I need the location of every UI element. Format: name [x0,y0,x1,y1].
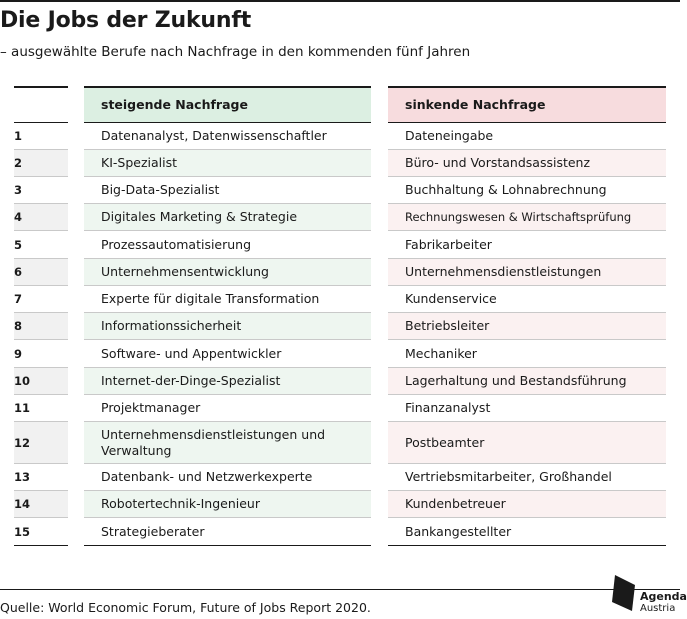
falling-job: Bankangestellter [388,518,666,546]
table-row [0,286,680,313]
falling-job: Lagerhaltung und Bestandsführung [388,368,666,395]
falling-job: Buchhaltung & Lohnabrechnung [388,177,666,204]
rising-job: Unternehmensentwicklung [84,259,371,286]
rising-job: Strategieberater [84,518,371,546]
table-row [0,340,680,368]
top-rule [0,0,680,2]
table-row [0,491,680,518]
table-row [0,177,680,204]
rank-number: 11 [14,395,68,422]
falling-job: Unternehmensdienstleistungen [388,259,666,286]
table-row [0,259,680,286]
rank-number: 4 [14,204,68,231]
falling-job: Finanzanalyst [388,395,666,422]
table-row [0,231,680,259]
bottom-rule [0,589,680,590]
rising-job: Experte für digitale Transformation [84,286,371,313]
falling-job: Kundenservice [388,286,666,313]
rank-number: 1 [14,123,68,150]
rising-job: Prozessautomatisierung [84,231,371,259]
rising-job: Software- und Appentwickler [84,340,371,368]
rank-number: 8 [14,313,68,340]
page-subtitle: – ausgewählte Berufe nach Nachfrage in den kommenden fünf Jahren [0,44,471,60]
rank-number: 14 [14,491,68,518]
falling-job: Rechnungswesen & Wirtschaftsprüfung [388,204,666,231]
rising-job: Big-Data-Spezialist [84,177,371,204]
falling-job: Mechaniker [388,340,666,368]
table-row [0,313,680,340]
falling-column-header: sinkende Nachfrage [388,88,666,122]
table-row [0,395,680,422]
rising-job: Internet-der-Dinge-Spezialist [84,368,371,395]
logo-text-austria: Austria [640,603,676,614]
rank-number: 7 [14,286,68,313]
page-title: Die Jobs der Zukunft [0,8,252,33]
rank-number: 2 [14,150,68,177]
table-row [0,204,680,231]
rising-job: Projektmanager [84,395,371,422]
falling-job: Büro- und Vorstandsassistenz [388,150,666,177]
table-row [0,422,680,464]
rank-number: 9 [14,340,68,368]
falling-job: Dateneingabe [388,123,666,150]
rising-job: Digitales Marketing & Strategie [84,204,371,231]
rank-number: 5 [14,231,68,259]
falling-job: Kundenbetreuer [388,491,666,518]
table-row [0,123,680,150]
rank-number: 15 [14,518,68,546]
agenda-austria-logo-icon [612,573,638,613]
rank-number: 13 [14,464,68,491]
table-row [0,368,680,395]
rising-job: Robotertechnik-Ingenieur [84,491,371,518]
rank-header-rule [14,86,68,88]
rising-job: Unternehmensdienstleistungen und Verwaltung [84,422,371,464]
falling-job: Betriebsleiter [388,313,666,340]
rank-number: 12 [14,422,68,464]
table-row [0,150,680,177]
rank-number: 10 [14,368,68,395]
rising-job: Informationssicherheit [84,313,371,340]
falling-job: Vertriebsmitarbeiter, Großhandel [388,464,666,491]
table-row [0,518,680,546]
falling-job: Fabrikarbeiter [388,231,666,259]
agenda-austria-logo [612,570,687,616]
rising-column-header: steigende Nachfrage [84,88,371,122]
rank-number: 3 [14,177,68,204]
logo-text-agenda: Agenda [640,590,687,603]
rank-number: 6 [14,259,68,286]
rising-job: Datenanalyst, Datenwissenschaftler [84,123,371,150]
rising-job: KI-Spezialist [84,150,371,177]
table-row [0,464,680,491]
rising-job: Datenbank- und Netzwerkexperte [84,464,371,491]
falling-job: Postbeamter [388,422,666,464]
source-note: Quelle: World Economic Forum, Future of Jobs Report 2020. [0,600,371,615]
